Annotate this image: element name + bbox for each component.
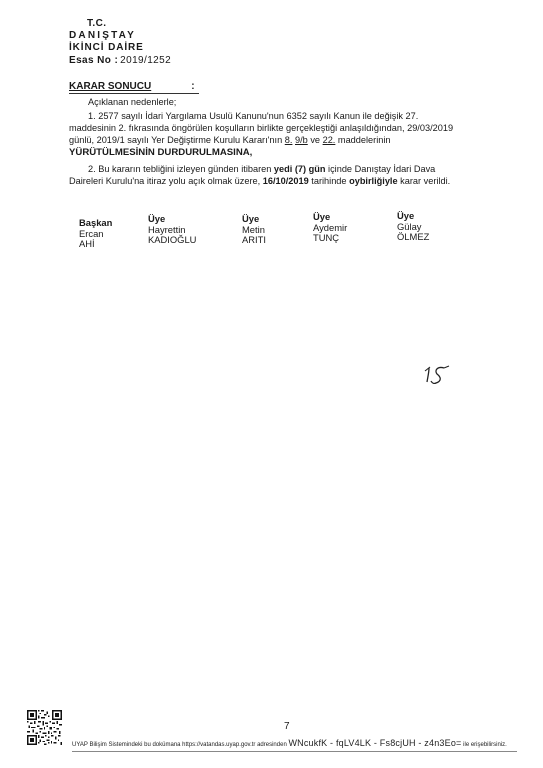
item1-line2: maddesinin 2. fıkrasında öngörülen koşulların birlikte gerçekleştiği anlaşıldığından, 29/03/2019 [69,123,454,133]
signatory-president [79,218,112,250]
case-number-label: Esas No : [69,55,119,66]
item2-unanimity: oybirliğiyle [349,176,398,186]
signatory-first-name: Metin [242,223,265,235]
item2-deadline: yedi (7) gün [273,164,326,174]
case-number-value: 2019/1252 [120,55,172,66]
signatory-first-name: Ercan [79,227,104,239]
item1-line1: 1. 2577 sayılı İdari Yargılama Usulü Kanunu'nun 6352 sayılı Kanun ile değişik 27. [88,111,419,121]
item1-ref-8: 8. [284,135,293,145]
header-tc: T.C. [87,18,107,29]
footer-suffix: ile erişebilirsiniz. [463,742,507,748]
footer-verification-code: WNcukfK - fqLV4LK - Fs8cjUH - z4n3Eo= [288,738,462,748]
decision-intro: Açıklanan nedenlerle; [88,97,177,107]
signatory-first-name: Hayrettin [148,223,186,235]
item1-ref-and: ve [307,135,323,145]
item2-line1 [88,163,435,175]
decision-title-text: KARAR SONUCU [69,81,152,92]
qr-code-icon [27,710,62,745]
item1-ref-9b: 9/b [294,135,308,145]
item2-line2-post: karar verildi. [397,176,451,186]
item1-ruling: YÜRÜTÜLMESİNİN DURDURULMASINA, [69,147,253,158]
signatory-role: Üye [313,211,331,222]
decision-title-underline [69,93,199,94]
handwritten-initial-mark [423,362,453,388]
signatory-first-name: Aydemir [313,221,348,233]
header-department: İKİNCİ DAİRE [69,42,144,53]
item2-line1-post: içinde Danıştay İdari Dava [325,164,436,174]
item2-line1-pre: 2. Bu kararın tebliğini izleyen günden itibaren [88,164,274,174]
decision-title-colon: : [191,81,195,92]
signatory-last-name: ARITI [242,234,266,245]
item1-line3-post: maddelerinin [335,135,391,145]
item2-line2-mid: tarihinde [308,176,350,186]
signatory-member-4 [397,211,429,243]
signatory-member-1 [148,214,196,246]
item2-line2-pre: Daireleri Kurulu'na itiraz yolu açık olmak üzere, [69,176,263,186]
item2-line2 [69,175,450,187]
footer-verification [72,738,507,748]
signatory-last-name: TUNÇ [313,232,340,243]
signatory-last-name: AHİ [79,238,95,249]
decision-title [69,81,195,92]
footer-prefix: UYAP Bilişim Sistemindeki bu dokümana https://vatandas.uyap.gov.tr adresinden [72,742,287,748]
signatory-first-name: Gülay [397,220,422,232]
item1-ref-22: 22. [322,135,336,145]
signatory-role: Başkan [79,217,113,228]
signatory-last-name: ÖLMEZ [397,231,430,242]
item2-date: 16/10/2019 [262,176,309,186]
page-number: 7 [284,721,290,732]
signatory-member-3 [313,212,347,244]
header-court-name: DANIŞTAY [69,30,137,41]
footer-rule [72,751,517,752]
signatory-role: Üye [148,213,166,224]
item1-line3 [69,134,391,146]
header-case-number [69,55,171,66]
signatory-role: Üye [397,210,415,221]
signatory-role: Üye [242,213,260,224]
signatory-member-2 [242,214,266,246]
item1-line3-pre: günlü, 2019/1 sayılı Yer Değiştirme Kurulu Kararı'nın [69,135,285,145]
signatory-last-name: KADIOĞLU [148,234,197,245]
